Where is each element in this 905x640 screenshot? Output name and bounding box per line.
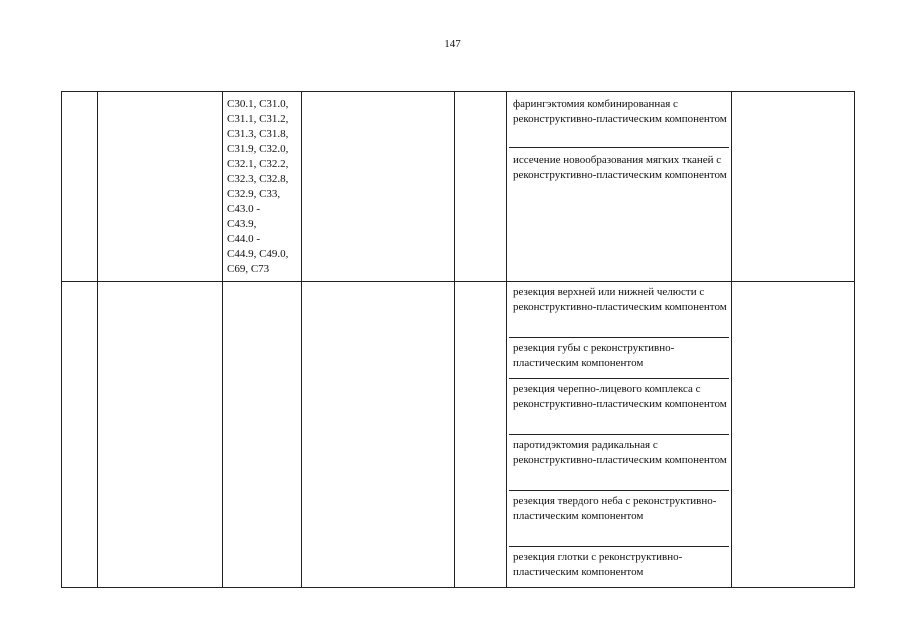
table-cell-treatment-methods <box>507 282 732 588</box>
diagnosis-code-line: C43.9, <box>227 218 257 230</box>
table-cell-treatment-methods <box>507 92 732 282</box>
diagnosis-code-line: C32.9, C33, <box>227 188 281 200</box>
diagnosis-code-line: C31.3, C31.8, <box>227 128 289 140</box>
diagnosis-code-line: C43.0 - <box>227 203 260 215</box>
page-number: 147 <box>444 38 461 50</box>
procedure-item: фарингэктомия комбинированная с реконструктивно-пластическим компонентом <box>509 92 729 148</box>
table-cell-diagnosis-codes <box>223 282 302 588</box>
table-cell-profile <box>98 92 223 282</box>
table-cell-cost <box>732 92 855 282</box>
diagnosis-code-line: C69, C73 <box>227 263 270 275</box>
table-cell-diagnosis-codes <box>223 92 302 282</box>
diagnosis-code-line: C32.3, C32.8, <box>227 173 289 185</box>
table-cell-number <box>62 92 98 282</box>
table-cell-treatment-type <box>455 282 507 588</box>
diagnosis-code-line: C32.1, C32.2, <box>227 158 289 170</box>
diagnosis-code-line: C44.9, C49.0, <box>227 248 289 260</box>
diagnosis-code-line: C30.1, C31.0, <box>227 98 289 110</box>
procedure-item: резекция губы с реконструктивно-пластическим компонентом <box>509 338 729 379</box>
procedure-item: резекция верхней или нижней челюсти с реконструктивно-пластическим компонентом <box>509 282 729 338</box>
table-cell-patient-model <box>302 92 455 282</box>
procedure-item: резекция глотки с реконструктивно-пластическим компонентом <box>513 551 683 578</box>
procedure-item: резекция твердого неба с реконструктивно-пластическим компонентом <box>509 491 729 547</box>
table-cell-patient-model <box>302 282 455 588</box>
procedures-table <box>61 91 855 588</box>
diagnosis-code-line: C31.1, C31.2, <box>227 113 289 125</box>
table-cell-profile <box>98 282 223 588</box>
diagnosis-code-line: C44.0 - <box>227 233 260 245</box>
diagnosis-code-line: C31.9, C32.0, <box>227 143 289 155</box>
procedure-item: резекция черепно-лицевого комплекса с реконструктивно-пластическим компонентом <box>509 379 729 435</box>
table-row <box>62 92 855 282</box>
procedure-item: иссечение новообразования мягких тканей с реконструктивно-пластическим компонентом <box>513 154 727 181</box>
table-cell-cost <box>732 282 855 588</box>
table-cell-treatment-type <box>455 92 507 282</box>
procedure-item: паротидэктомия радикальная с реконструктивно-пластическим компонентом <box>509 435 729 491</box>
table-row <box>62 282 855 588</box>
table-cell-number <box>62 282 98 588</box>
